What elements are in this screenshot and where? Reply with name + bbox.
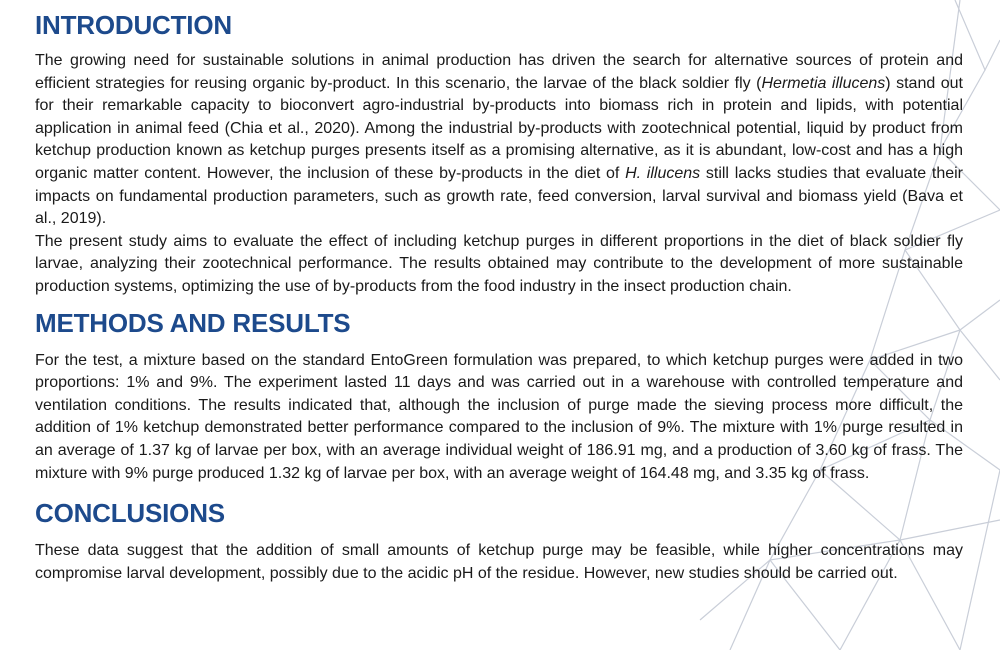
methods-heading: METHODS AND RESULTS xyxy=(35,307,351,338)
methods-section xyxy=(35,306,963,486)
introduction-paragraph-2: The present study aims to evaluate the effect of including ketchup purges in different proportions in the diet of black soldier fly larvae, analyzing their zootechnical performance. The results obtained may contribute to the development of more sustainable production systems, optimizing the use of by-products from the food industry in the insect production chain. xyxy=(35,232,963,295)
species-name: Hermetia illucens xyxy=(761,74,886,92)
conclusions-paragraph: These data suggest that the addition of small amounts of ketchup purge may be feasible, while higher concentrations may compromise larval development, possibly due to the acidic pH of the residue. However, new studies should be carried out. xyxy=(35,542,963,582)
methods-paragraph: For the test, a mixture based on the standard EntoGreen formulation was prepared, to which ketchup purges were added in two proportions: 1% and 9%. The experiment lasted 11 days and was carried out in a warehouse with controlled temperature and ventilation conditions. The results indicated that, although the inclusion of purge made the sieving process more difficult, the addition of 1% ketchup demonstrated better performance compared to the inclusion of 9%. The mixture with 1% purge resulted in an average of 1.37 kg of larvae per box, with an average individual weight of 186.91 mg, and a production of 3.60 kg of frass. The mixture with 9% purge produced 1.32 kg of larvae per box, with an average weight of 164.48 mg, and 3.35 kg of frass. xyxy=(35,351,963,482)
intro-text-part-2: ) stand out for their remarkable capacity to bioconvert agro-industrial by-products into biomass rich in protein and lipids, with potential application in animal feed (Chia et al., 2020). Among the industrial by-products with zootechnical potential, liquid by product from ketchup production known as ketchup purges presents itself as a promising alternative, as it is abundant, low-cost and has a high organic matter content. However, the inclusion of these by-products in the diet of xyxy=(35,74,964,182)
intro-text-part-1: The growing need for sustainable solutions in animal production has driven the search for alternative sources of protein and efficient strategies for reusing organic by-product. In this scenario, the larvae of the black soldier fly ( xyxy=(35,52,963,92)
species-name-short: H. illucens xyxy=(625,164,701,182)
conclusions-heading: CONCLUSIONS xyxy=(35,498,225,529)
introduction-section xyxy=(35,8,963,299)
conclusions-section xyxy=(35,496,963,585)
introduction-paragraph-1 xyxy=(35,50,963,231)
poster-content xyxy=(35,8,963,585)
intro-text-part-3: still lacks studies that evaluate their impacts on fundamental production parameters, such as growth rate, feed conversion, larval survival and biomass yield (Bava et al., 2019). xyxy=(35,164,963,228)
introduction-heading: INTRODUCTION xyxy=(35,10,232,40)
